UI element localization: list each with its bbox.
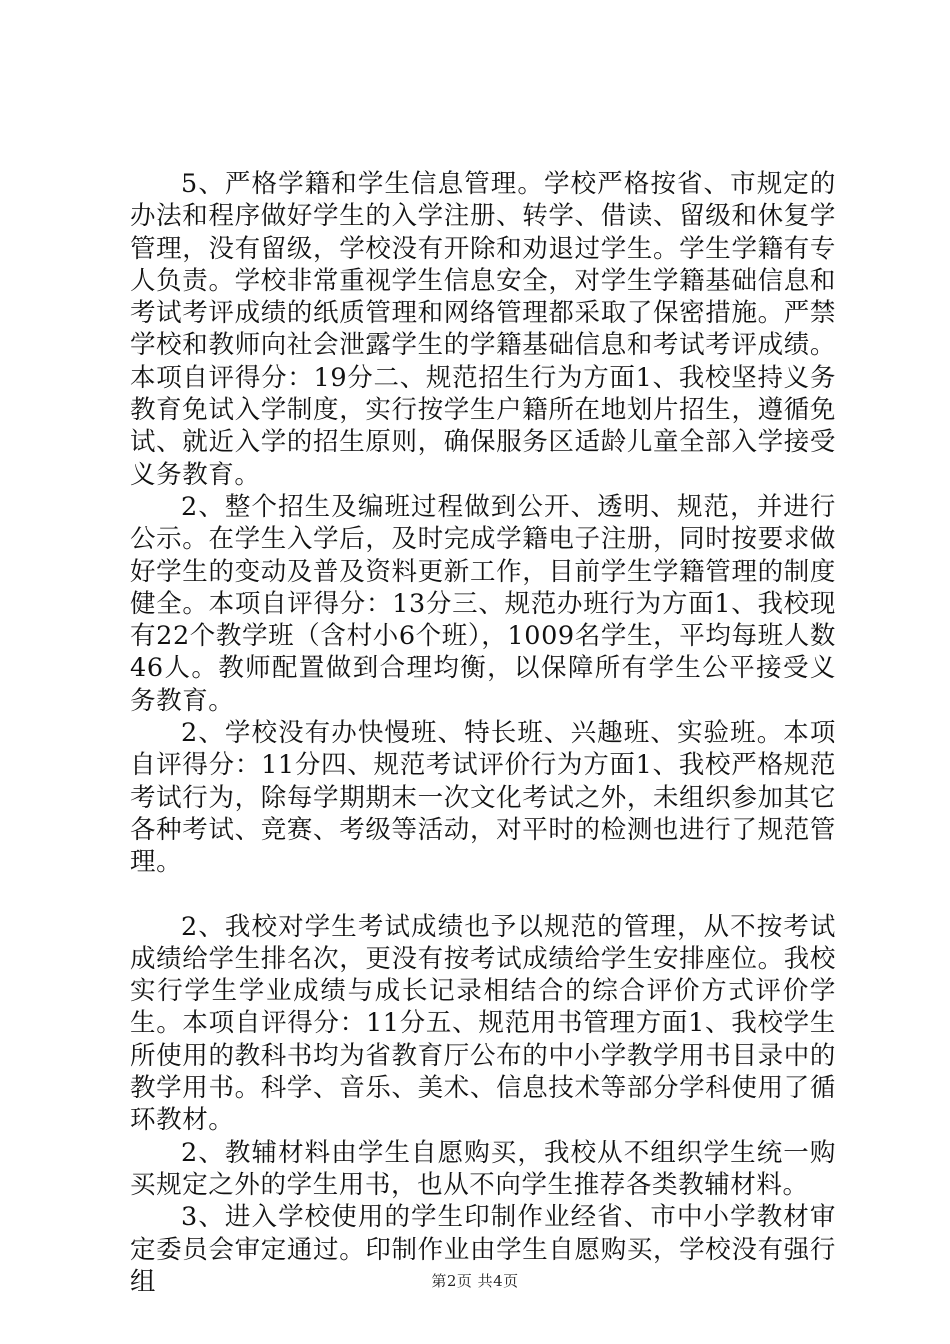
page-number-footer: 第2页 共4页: [431, 1272, 519, 1290]
paragraph-student-records: 5、严格学籍和学生信息管理。学校严格按省、市规定的办法和程序做好学生的入学注册、转学、借读、留级和休复学管理，没有留级，学校没有开除和劝退过学生。学生学籍有专人负责。学校非常重视学生信息安全，对学生学籍基础信息和考试考评成绩的纸质管理和网络管理都采取了保密措施。严禁学校和教师向社会泄露学生的学籍基础信息和考试考评成绩。本项自评得分：19分二、规范招生行为方面1、我校坚持义务教育免试入学制度，实行按学生户籍所在地划片招生，遵循免试、就近入学的招生原则，确保服务区适龄儿童全部入学接受义务教育。: [130, 169, 836, 490]
paragraph-supplementary-materials: 2、教辅材料由学生自愿购买，我校从不组织学生统一购买规定之外的学生用书，也从不向学生推荐各类教辅材料。: [130, 1137, 836, 1200]
paragraph-exam-scores: 2、我校对学生考试成绩也予以规范的管理，从不按考试成绩给学生排名次，更没有按考试成绩给学生安排座位。我校实行学生学业成绩与成长记录相结合的综合评价方式评价学生。本项自评得分：11分五、规范用书管理方面1、我校学生所使用的教科书均为省教育厅公布的中小学教学用书目录中的教学用书。科学、音乐、美术、信息技术等部分学科使用了循环教材。: [130, 911, 836, 1136]
document-body: [130, 168, 836, 1298]
paragraph-class-organization: 2、学校没有办快慢班、特长班、兴趣班、实验班。本项自评得分：11分四、规范考试评价行为方面1、我校严格规范考试行为，除每学期期末一次文化考试之外，未组织参加其它各种考试、竞赛、考级等活动，对平时的检测也进行了规范管理。: [130, 718, 836, 878]
paragraph-enrollment: 2、整个招生及编班过程做到公开、透明、规范，并进行公示。在学生入学后，及时完成学籍电子注册，同时按要求做好学生的变动及普及资料更新工作，目前学生学籍管理的制度健全。本项自评得分：13分三、规范办班行为方面1、我校现有22个教学班（含村小6个班），1009名学生，平均每班人数46人。教师配置做到合理均衡，以保障所有学生公平接受义务教育。: [130, 491, 836, 716]
paragraph-printed-homework: 3、进入学校使用的学生印制作业经省、市中小学教材审定委员会审定通过。印制作业由学生自愿购买，学校没有强行组: [130, 1202, 836, 1297]
